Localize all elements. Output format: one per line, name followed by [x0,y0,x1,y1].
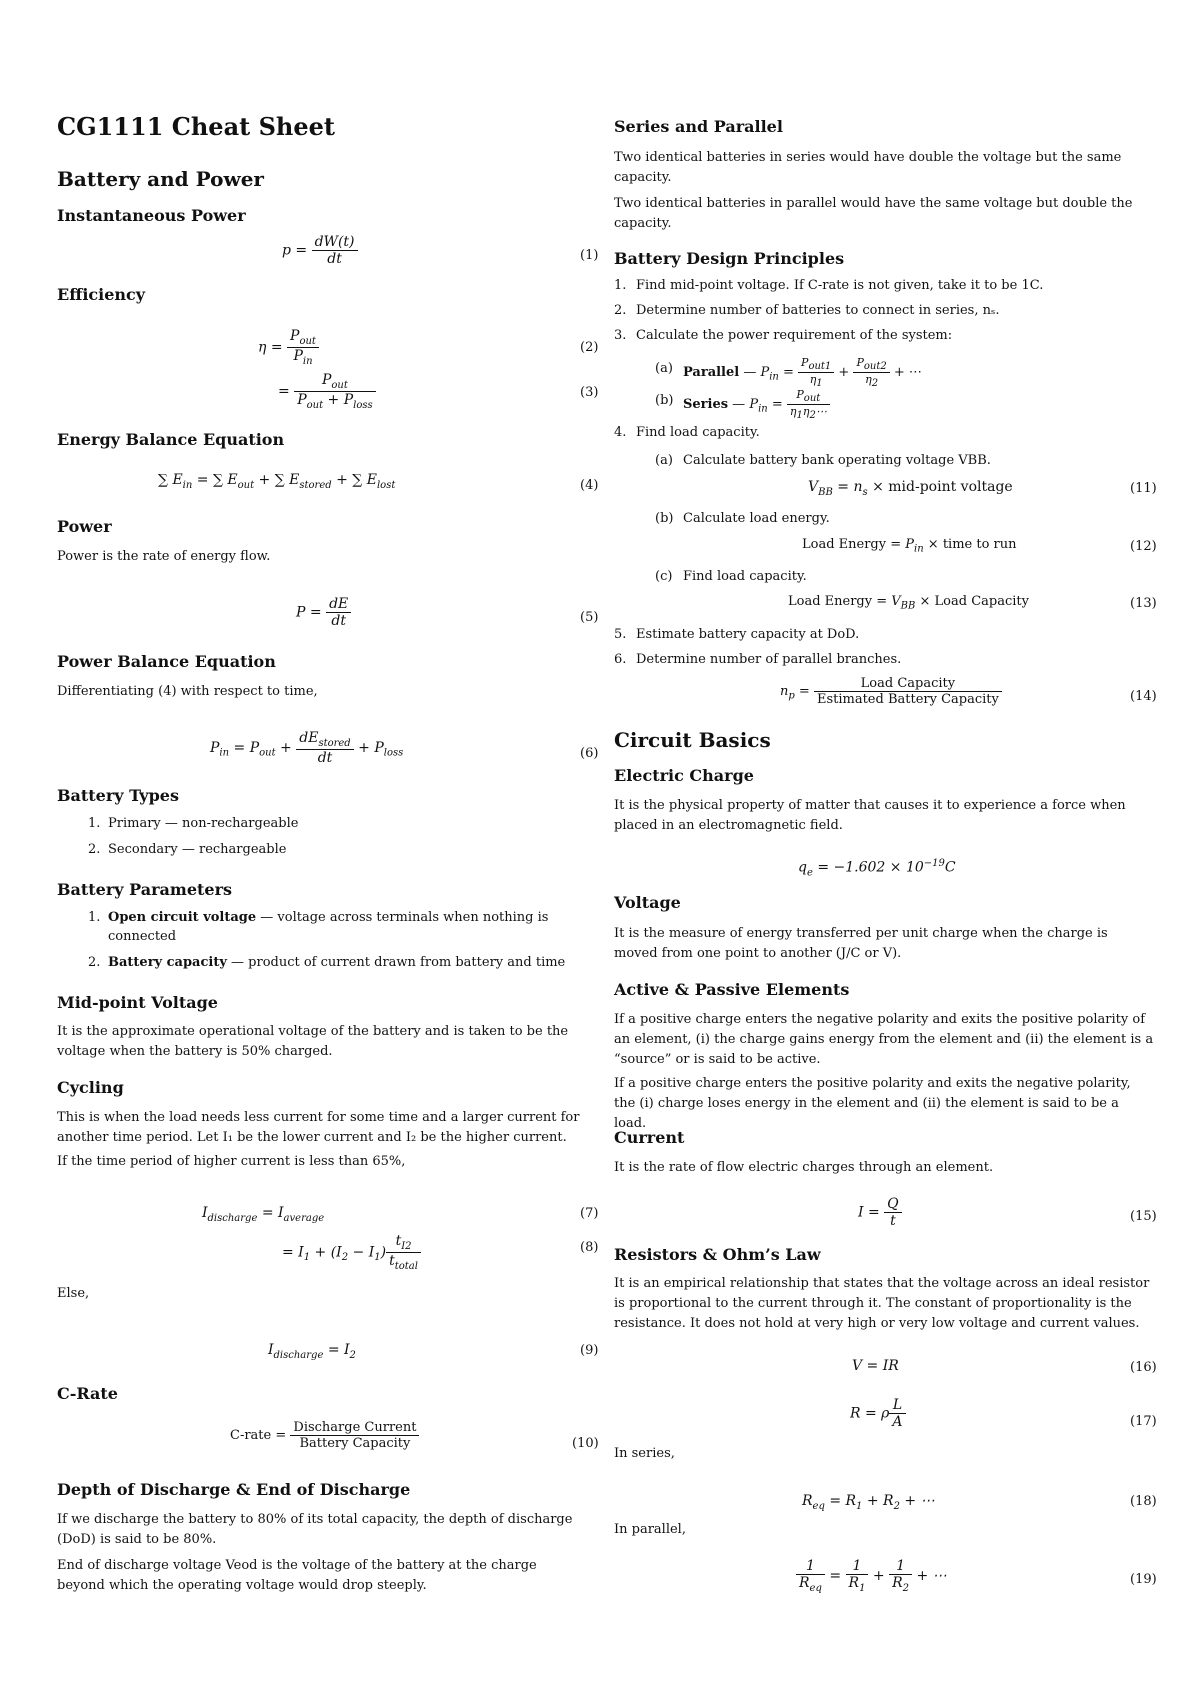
equation-number: (14) [1130,689,1157,704]
heading-midpoint-voltage: Mid-point Voltage [57,993,218,1012]
equation-number: (9) [580,1343,599,1358]
equation-number: (2) [580,340,599,355]
equation-charge: $q_e = -1.602 \times 10^{-19}C$ [798,858,956,879]
else-text: Else, [57,1286,90,1301]
heading-electric-charge: Electric Charge [614,766,754,785]
charge-text: It is the physical property of matter that causes it to experience a force when placed in an electromagnetic field. [614,798,1126,833]
list-item: 3. [614,328,627,343]
equation-16: V = IR [852,1358,899,1374]
cycling-text: This is when the load needs less current for some time and a larger current for another time period. Let I₁ be the lower current and I₂ be the higher current. [57,1110,580,1145]
dod-text: If we discharge the battery to 80% of its total capacity, the depth of discharge (DoD) is said to be 80%. [57,1512,573,1547]
in-parallel-text: In parallel, [614,1522,686,1537]
in-series-text: In series, [614,1446,675,1461]
list-item: 6. [614,652,627,667]
heading-energy-balance: Energy Balance Equation [57,430,285,449]
equation-number: (8) [580,1240,599,1255]
list-item: Parallel — $P_{in}$ = $\frac{P_{out1}}{\eta_1}$ + $\frac{P_{out2}}{\eta_2}$ + ⋯ [683,356,922,390]
list-item: 4. [614,425,627,440]
list-item: Calculate battery bank operating voltage VBB. [683,453,991,468]
list-item: Open circuit voltage — voltage across terminals when nothing is [108,910,549,925]
list-item: 1. [88,816,101,831]
list-item: 2. [88,955,101,970]
list-item: Find load capacity. [636,425,760,440]
heading-power: Power [57,517,112,536]
list-item: 5. [614,627,627,642]
heading-efficiency: Efficiency [57,285,146,304]
equation-number: (4) [580,478,599,493]
list-item: Series — $P_{in}$ = $\frac{P_{out}}{\eta_1\eta_2\cdots}$ [683,388,830,421]
list-item: (b) [655,511,674,526]
heading-battery-parameters: Battery Parameters [57,880,233,899]
equation-9: $I_{discharge} = I_2$ [268,1342,356,1361]
equation-number: (7) [580,1206,599,1221]
midpoint-text: It is the approximate operational voltage of the battery and is taken to be the voltage when the battery is 50% charged. [57,1024,569,1059]
section-battery-power: Battery and Power [57,167,264,191]
equation-3: = $\frac{P_{out}}{P_{out} + P_{loss}}$ [278,372,376,411]
equation-number: (17) [1130,1414,1157,1429]
list-item: Determine number of parallel branches. [636,652,902,667]
equation-number: (12) [1130,539,1157,554]
list-item: 1. [88,910,101,925]
list-item: Secondary — rechargeable [108,842,287,857]
equation-6: $P_{in} = P_{out}$ + $\frac{dE_{stored}}{dt}$ + $P_{loss}$ [210,730,404,766]
series-parallel-text-2: Two identical batteries in parallel would have the same voltage but double the capacity. [614,196,1133,231]
equation-number: (15) [1130,1209,1157,1224]
equation-12: Load Energy = $P_{in}$ × time to run [802,537,1017,555]
dod-text-2: End of discharge voltage Veod is the voltage of the battery at the charge beyond which the operating voltage would drop steeply. [57,1558,537,1593]
list-item: 2. [88,842,101,857]
heading-instantaneous-power: Instantaneous Power [57,206,246,225]
list-item: (a) [655,361,673,376]
current-text: It is the rate of flow electric charges through an element. [614,1160,994,1175]
list-item: Estimate battery capacity at DoD. [636,627,860,642]
equation-10: C-rate = $\frac{\text{Discharge Current}}{\text{Battery Capacity}}$ [230,1420,419,1451]
equation-17: R = ρ $\frac{L}{A}$ [850,1397,906,1430]
heading-power-balance: Power Balance Equation [57,652,276,671]
equation-14: $n_p$ = $\frac{\text{Load Capacity}}{\text{Estimated Battery Capacity}}$ [780,676,1002,707]
equation-number: (16) [1130,1360,1157,1375]
heading-c-rate: C-Rate [57,1384,118,1403]
list-item: (a) [655,453,673,468]
list-item: 2. [614,303,627,318]
heading-depth-of-discharge: Depth of Discharge & End of Discharge [57,1480,411,1499]
heading-active-passive: Active & Passive Elements [614,980,850,999]
ohm-text: It is an empirical relationship that states that the voltage across an ideal resistor is proportional to the current through it. The constant of proportionality is the resistance. It does not hold at very high or very low voltage and current values. [614,1276,1150,1331]
equation-number: (13) [1130,596,1157,611]
heading-voltage: Voltage [614,893,681,912]
heading-current: Current [614,1128,685,1147]
equation-5: P = $\frac{dE}{dt}$ [296,596,351,629]
power-balance-text: Differentiating (4) with respect to time, [57,684,318,699]
equation-8: = $I_1 + (I_2 - I_1)$ $\frac{t_{I2}}{t_{total}}$ [282,1233,421,1272]
heading-battery-types: Battery Types [57,786,179,805]
series-parallel-text: Two identical batteries in series would have double the voltage but the same capacity. [614,150,1122,185]
page-title: CG1111 Cheat Sheet [57,112,335,141]
list-item: Find load capacity. [683,569,807,584]
equation-number: (19) [1130,1572,1157,1587]
equation-4: ∑ $E_{in}$ = ∑ $E_{out}$ + ∑ $E_{stored}$ + ∑ $E_{lost}$ [158,472,396,491]
cycling-text-2: If the time period of higher current is less than 65%, [57,1154,406,1169]
equation-number: (3) [580,385,599,400]
heading-battery-design: Battery Design Principles [614,249,845,268]
equation-number: (5) [580,610,599,625]
active-text-2: If a positive charge enters the positive polarity and exits the negative polarity, the (i) charge loses energy in the element and (ii) the element is said to be a load. [614,1076,1131,1131]
section-circuit-basics: Circuit Basics [614,728,771,752]
equation-19: $\frac{1}{R_{eq}}$ = $\frac{1}{R_1}$ + $\frac{1}{R_2}$ + ⋯ [796,1558,947,1594]
equation-11: $V_{BB} = n_s$ × mid-point voltage [808,479,1013,498]
power-text: Power is the rate of energy flow. [57,549,271,564]
equation-number: (10) [572,1436,599,1451]
active-text: If a positive charge enters the negative polarity and exits the positive polarity of an element, (i) the charge gains energy from the element and (ii) the element is a “source” or is said to be active. [614,1012,1154,1067]
equation-2: η = $\frac{P_{out}}{P_{in}}$ [258,328,319,367]
list-item: Calculate load energy. [683,511,830,526]
list-item: Determine number of batteries to connect in series, nₛ. [636,303,1000,318]
list-item: Calculate the power requirement of the system: [636,328,953,343]
heading-cycling: Cycling [57,1078,124,1097]
list-item: (b) [655,393,674,408]
heading-series-parallel: Series and Parallel [614,117,783,136]
list-item: Primary — non-rechargeable [108,816,299,831]
equation-number: (11) [1130,481,1157,496]
equation-15: I = $\frac{Q}{t}$ [858,1196,902,1229]
equation-13: Load Energy = $V_{BB}$ × Load Capacity [788,594,1029,612]
equation-1: p = $\frac{dW(t)}{dt}$ [282,234,358,267]
voltage-text: It is the measure of energy transferred per unit charge when the charge is moved from one point to another (J/C or V). [614,926,1108,961]
list-item: (c) [655,569,673,584]
equation-number: (6) [580,746,599,761]
equation-number: (18) [1130,1494,1157,1509]
equation-number: (1) [580,248,599,263]
equation-18: $R_{eq} = R_1 + R_2$ + ⋯ [802,1493,935,1512]
list-item: Battery capacity — product of current drawn from battery and time [108,955,566,970]
list-item: connected [108,929,177,944]
list-item: Find mid-point voltage. If C-rate is not given, take it to be 1C. [636,278,1044,293]
heading-ohms-law: Resistors & Ohm’s Law [614,1245,821,1264]
list-item: 1. [614,278,627,293]
equation-7: $I_{discharge} = I_{average}$ [202,1205,325,1224]
